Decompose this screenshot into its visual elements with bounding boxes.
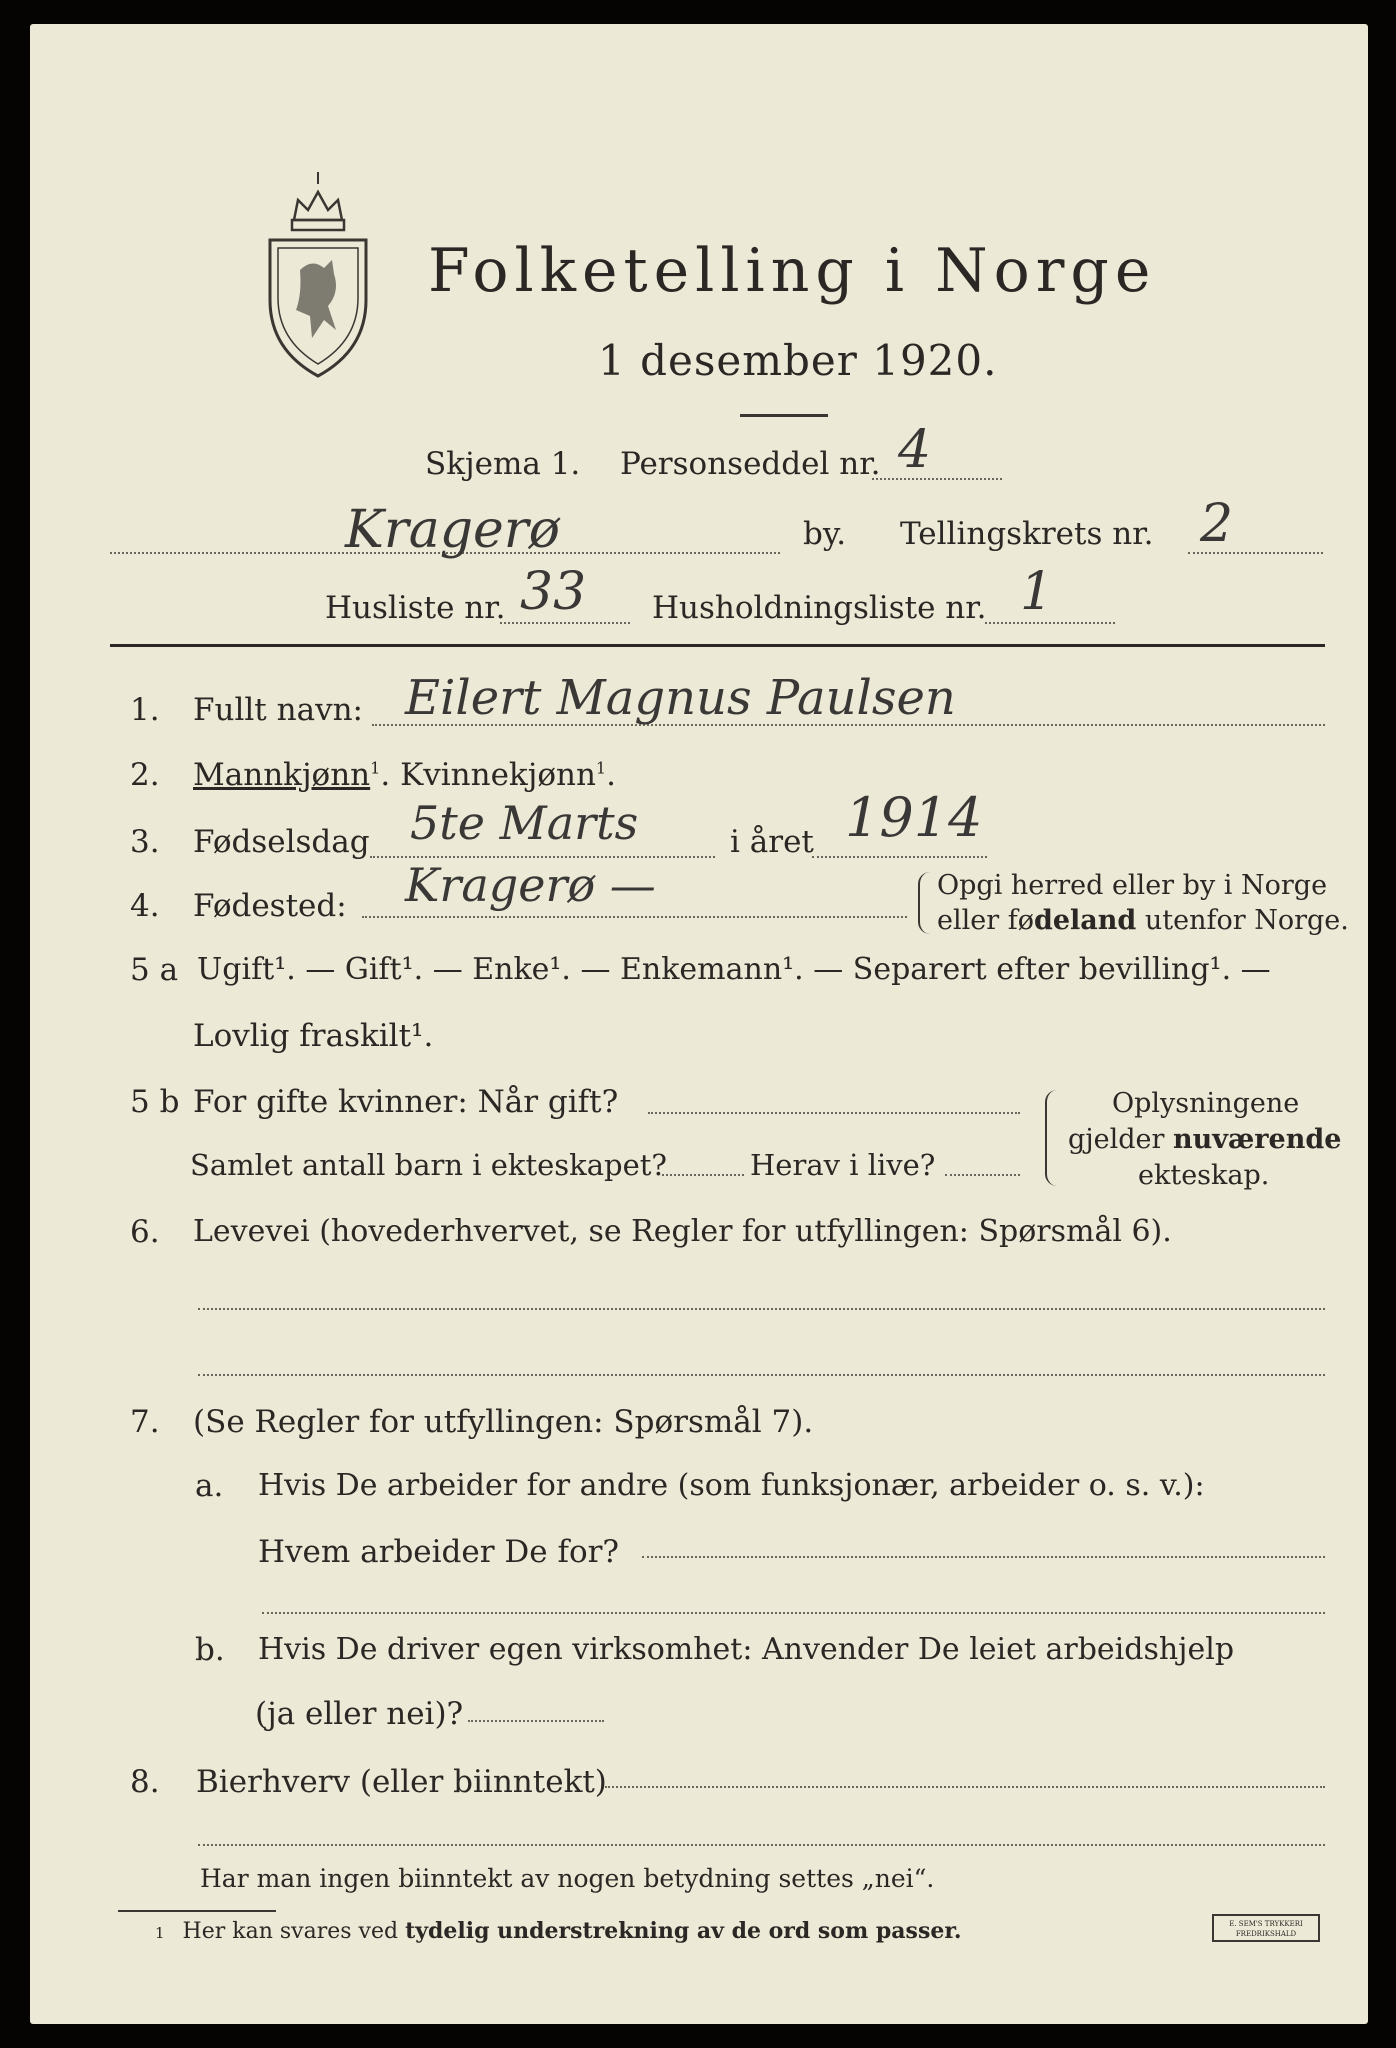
q5b-line2a: Samlet antall barn i ekteskapet? <box>190 1148 667 1182</box>
q7a-line2: Hvem arbeider De for? <box>258 1534 620 1570</box>
q5a-line1: Ugift¹. — Gift¹. — Enke¹. — Enkemann¹. — Separert efter bevilling¹. — <box>197 952 1271 987</box>
q4-label: Fødested: <box>193 888 347 924</box>
by-label: by. <box>803 516 847 552</box>
q6-field-line-1 <box>198 1308 1325 1310</box>
q4-field-line <box>362 916 907 918</box>
q3-year-label: i året <box>730 824 814 860</box>
q5b-line2b: Herav i live? <box>750 1148 936 1182</box>
q2-mann-sup: 1 <box>370 758 381 778</box>
q7b-line1: Hvis De driver egen virksomhet: Anvender De leiet arbeidshjelp <box>258 1632 1235 1667</box>
personseddel-field-line <box>872 478 1002 480</box>
footnote-number: 1 <box>155 1924 165 1942</box>
q4-value: Kragerø — <box>405 858 656 912</box>
q6-number: 6. <box>130 1214 160 1250</box>
q7b-number: b. <box>195 1632 225 1668</box>
q1-number: 1. <box>130 692 160 728</box>
q2-sep: . <box>380 757 391 793</box>
footnote-text-b: tydelig understrekning av de ord som passer. <box>405 1918 962 1944</box>
printer-mark <box>1212 1914 1320 1942</box>
q7a-field-line-2 <box>262 1612 1325 1614</box>
q3-year-value: 1914 <box>845 786 983 849</box>
by-value: Kragerø <box>345 500 560 560</box>
husliste-label: Husliste nr. <box>325 590 506 626</box>
q1-label: Fullt navn: <box>193 692 363 728</box>
q3-number: 3. <box>130 824 160 860</box>
header-rule <box>110 644 1325 647</box>
q2-kvinne: Kvinnekjønn <box>400 757 596 793</box>
q6-field-line-2 <box>198 1374 1325 1376</box>
q4-note-line2 <box>937 905 1349 936</box>
tellingskrets-value: 2 <box>1200 494 1234 554</box>
q4-note2a: eller fø <box>937 905 1034 936</box>
personseddel-label: Personseddel nr. <box>620 446 881 482</box>
q5b-barn-field-line <box>662 1174 744 1176</box>
q4-note2c: utenfor Norge. <box>1136 905 1349 936</box>
footnote-text-a: Her kan svares ved <box>182 1919 406 1944</box>
husholdning-value: 1 <box>1020 562 1054 622</box>
q8-label: Bierhverv (eller biinntekt) <box>196 1764 607 1800</box>
q3-label: Fødselsdag <box>193 824 370 860</box>
printer-line2: FREDRIKSHALD <box>1235 1930 1297 1938</box>
printer-line1: E. SEM'S TRYKKERI <box>1229 1920 1303 1928</box>
q4-brace <box>918 872 930 934</box>
q8-note: Har man ingen biinntekt av nogen betydning settes „nei“. <box>200 1864 935 1893</box>
q5b-note2b: nuværende <box>1173 1124 1342 1155</box>
coat-of-arms-emblem <box>262 170 372 380</box>
q5b-note3: ekteskap. <box>1138 1160 1270 1191</box>
q7-label: (Se Regler for utfyllingen: Spørsmål 7). <box>193 1404 814 1440</box>
q5b-note2 <box>1068 1124 1341 1155</box>
husholdning-field-line <box>985 622 1115 624</box>
q7-number: 7. <box>130 1404 160 1440</box>
q8-field-line-1 <box>605 1786 1325 1788</box>
q6-label: Levevei (hovederhvervet, se Regler for utfyllingen: Spørsmål 6). <box>193 1214 1172 1249</box>
husliste-field-line <box>500 622 630 624</box>
q5b-live-field-line <box>945 1174 1020 1176</box>
q4-number: 4. <box>130 888 160 924</box>
q8-field-line-2 <box>198 1844 1325 1846</box>
q1-value: Eilert Magnus Paulsen <box>405 670 956 726</box>
q2-options <box>193 757 616 793</box>
q7a-field-line-1 <box>642 1556 1325 1558</box>
title-divider <box>740 414 828 417</box>
q5a-line2: Lovlig fraskilt¹. <box>193 1018 434 1054</box>
q5b-note1: Oplysningene <box>1112 1088 1300 1119</box>
q7b-line2: (ja eller nei)? <box>255 1696 464 1732</box>
husholdning-label: Husholdningsliste nr. <box>652 590 987 626</box>
q8-number: 8. <box>130 1764 160 1800</box>
q5a-number: 5 a <box>130 952 179 988</box>
skjema-label: Skjema 1. <box>425 446 581 482</box>
q2-kvinne-sup: 1 <box>595 758 607 778</box>
q5b-line1: For gifte kvinner: Når gift? <box>193 1084 619 1120</box>
q4-note2b: deland <box>1033 905 1137 936</box>
q5b-note2a: gjelder <box>1068 1124 1174 1155</box>
q3-year-field-line <box>812 856 987 858</box>
personseddel-value: 4 <box>898 420 932 480</box>
footnote-rule <box>118 1910 276 1912</box>
census-date: 1 desember 1920. <box>598 336 998 385</box>
form-title: Folketelling i Norge <box>428 236 1157 306</box>
q2-mann: Mannkjønn <box>193 757 371 793</box>
footnote <box>155 1918 962 1944</box>
tellingskrets-label: Tellingskrets nr. <box>900 516 1154 552</box>
q2-sep-2: . <box>606 757 616 793</box>
q4-note-line1: Opgi herred eller by i Norge <box>937 870 1328 901</box>
q3-day-value: 5te Marts <box>410 796 639 850</box>
q5b-brace <box>1045 1090 1057 1186</box>
q7b-field-line <box>468 1720 604 1722</box>
husliste-value: 33 <box>520 562 587 622</box>
q7a-number: a. <box>195 1468 224 1504</box>
q5b-number: 5 b <box>130 1084 180 1120</box>
q2-number: 2. <box>130 757 160 793</box>
q5b-gift-field-line <box>648 1112 1020 1114</box>
q7a-line1: Hvis De arbeider for andre (som funksjonær, arbeider o. s. v.): <box>258 1468 1205 1503</box>
